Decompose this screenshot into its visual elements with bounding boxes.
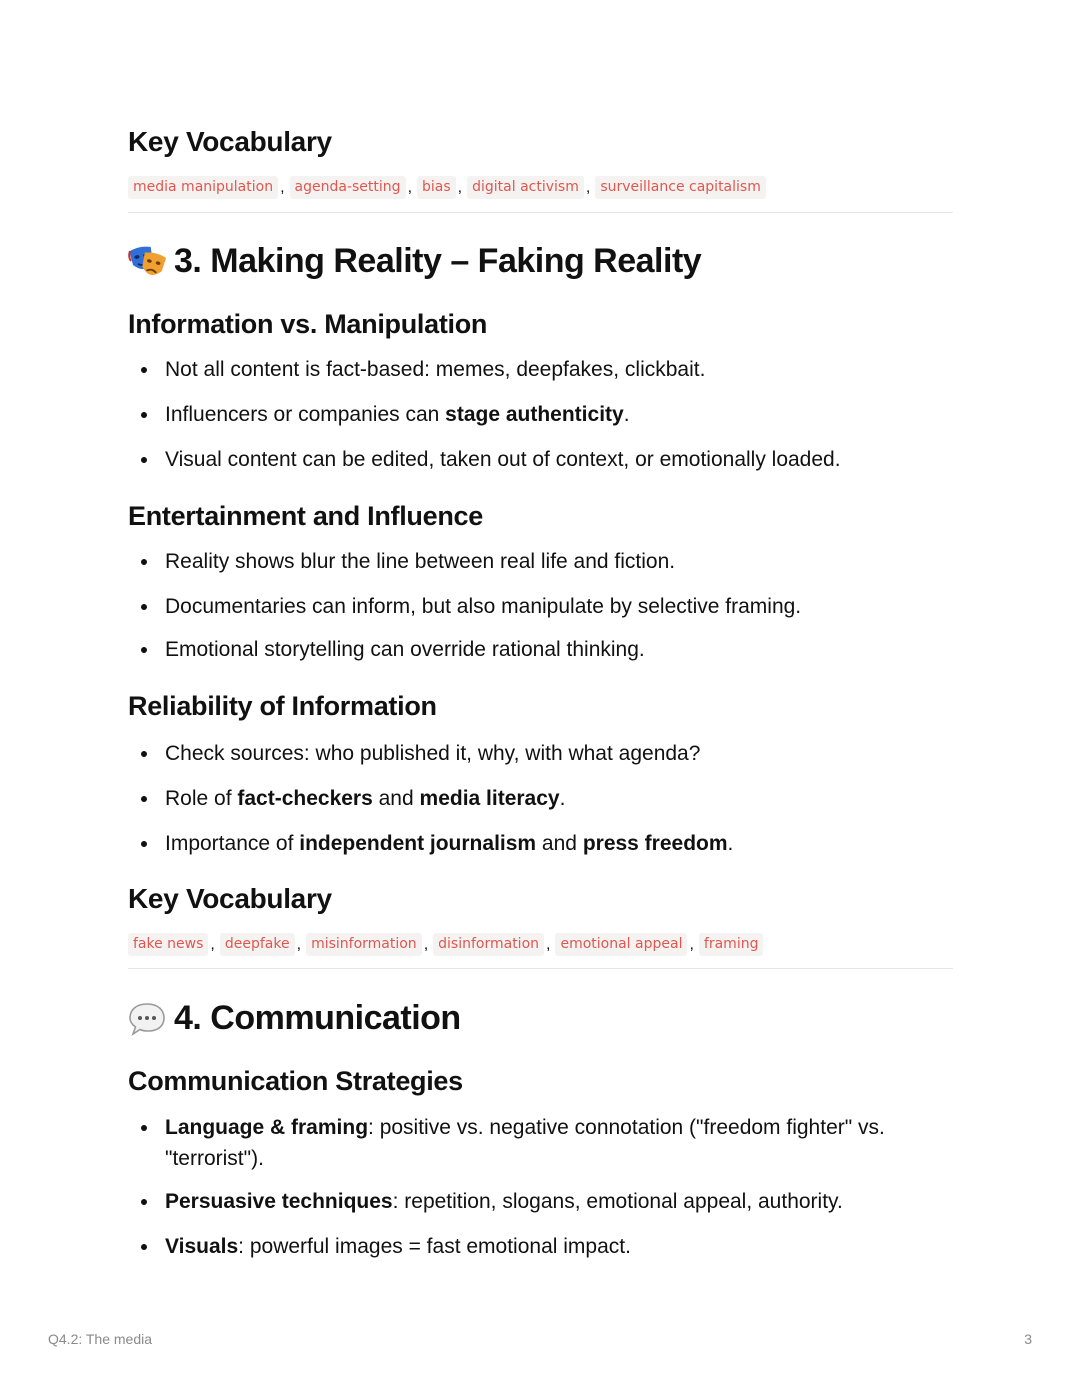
vocab-tag: disinformation (433, 933, 544, 956)
list-item: Not all content is fact-based: memes, deepfakes, clickbait. (128, 354, 953, 385)
list-item: Documentaries can inform, but also manipulate by selective framing. (128, 591, 953, 622)
vocab-tag: media manipulation (128, 176, 278, 199)
vocab-tag: surveillance capitalism (595, 176, 766, 199)
section-title-text: 3. Making Reality – Faking Reality (174, 242, 702, 280)
bullet-list (128, 354, 953, 475)
list-item: Importance of independent journalism and press freedom. (128, 828, 953, 859)
list-item: Visual content can be edited, taken out of context, or emotionally loaded. (128, 444, 953, 475)
footer-document-title: Q4.2: The media (48, 1331, 153, 1347)
subheading: Entertainment and Influence (128, 501, 483, 531)
list-item: Language & framing: positive vs. negative connotation ("freedom fighter" vs. "terrorist"). (128, 1112, 953, 1174)
vocab-tag: bias (417, 176, 456, 199)
list-item: Visuals: powerful images = fast emotional impact. (128, 1231, 953, 1262)
section-title-text: 4. Communication (174, 999, 461, 1037)
vocab-tag: agenda-setting (290, 176, 406, 199)
list-item: Emotional storytelling can override rational thinking. (128, 634, 953, 665)
bullet-list (128, 1112, 953, 1262)
list-item: Persuasive techniques: repetition, slogans, emotional appeal, authority. (128, 1186, 953, 1217)
list-item: Reality shows blur the line between real life and fiction. (128, 546, 953, 577)
list-item: Influencers or companies can stage authenticity. (128, 399, 953, 430)
vocab-tag: misinformation (306, 933, 422, 956)
vocab-tag: deepfake (220, 933, 295, 956)
section-title (128, 242, 701, 281)
bullet-list (128, 546, 953, 665)
vocab-tags-2: fake news , deepfake , misinformation , disinformation , emotional appeal , framing (128, 933, 763, 956)
vocab-tags-1: media manipulation , agenda-setting , bias , digital activism , surveillance capitalism (128, 176, 766, 199)
subheading: Reliability of Information (128, 691, 437, 721)
speech-balloon-icon (128, 1000, 166, 1038)
section-title (128, 999, 461, 1038)
list-item: Role of fact-checkers and media literacy. (128, 783, 953, 814)
divider (128, 968, 953, 969)
vocab-tag: fake news (128, 933, 208, 956)
vocab-tag: emotional appeal (555, 933, 687, 956)
bullet-list (128, 738, 953, 859)
key-vocabulary-heading: Key Vocabulary (128, 126, 332, 157)
performing-arts-masks-icon (128, 243, 166, 281)
subheading: Communication Strategies (128, 1066, 463, 1096)
key-vocabulary-heading: Key Vocabulary (128, 883, 332, 914)
divider (128, 212, 953, 213)
list-item: Check sources: who published it, why, with what agenda? (128, 738, 953, 769)
vocab-tag: framing (699, 933, 764, 956)
subheading: Information vs. Manipulation (128, 309, 488, 339)
vocab-tag: digital activism (467, 176, 584, 199)
footer-page-number: 3 (1024, 1331, 1032, 1347)
